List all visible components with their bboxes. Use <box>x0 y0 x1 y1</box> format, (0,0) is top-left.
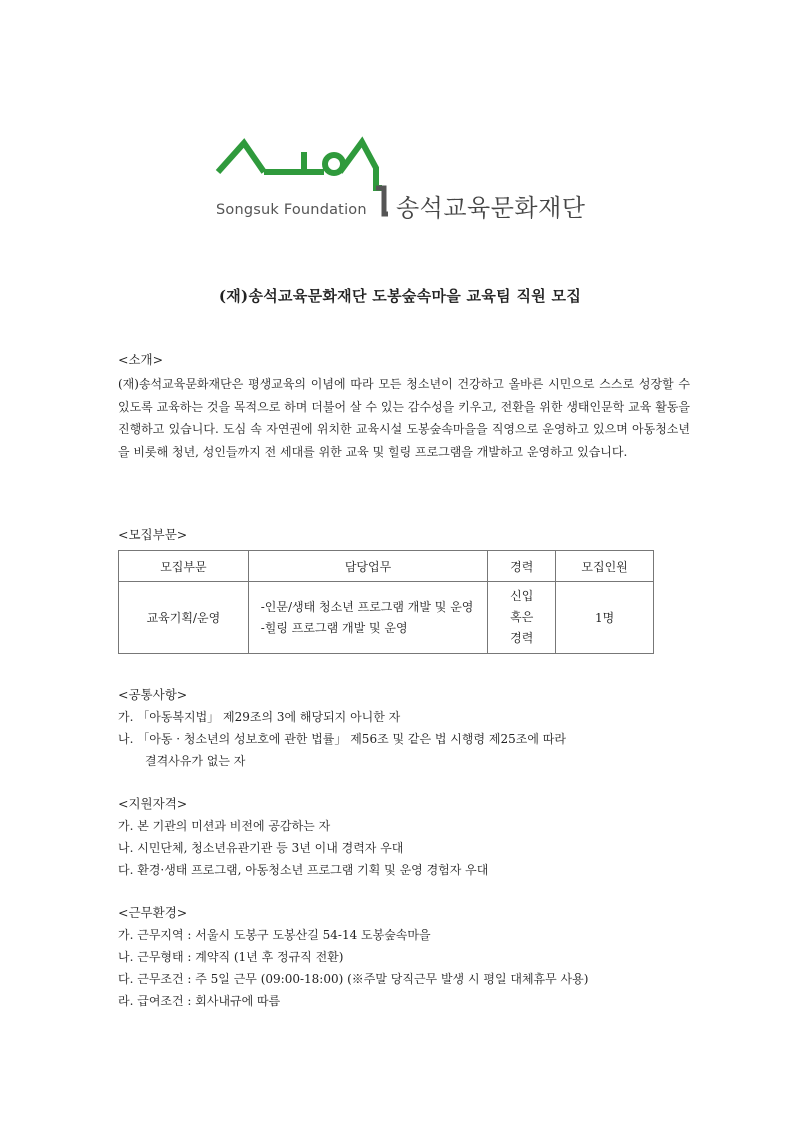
environment-item-3: 다. 근무조건 : 주 5일 근무 (09:00-18:00) (※주말 당직근무 발생 시 평일 대체휴무 사용) <box>118 972 589 986</box>
recruit-table-header-row <box>119 551 654 582</box>
foundation-logo <box>214 130 594 230</box>
recruit-table-row <box>119 582 654 654</box>
logo-korean-name: 송석교육문화재단 <box>396 194 586 222</box>
intro-paragraph: (재)송석교육문화재단은 평생교육의 이념에 따라 모든 청소년이 건강하고 올바른 시민으로 스스로 성장할 수 있도록 교육하는 것을 목적으로 하며 더불어 살 수 있는 감수성을 키우고, 전환을 위한 생태인문학 교육 활동을 진행하고 있습니다. 도심 속 자연권에 위치한 교육시설 도봉숲속마을을 직영으로 운영하고 있으며 아동청소년을 비롯해 청년, 성인들까지 전 세대를 위한 교육 및 힐링 프로그램을 개발하고 운영하고 있습니다. <box>118 377 690 459</box>
common-item-1: 가. 「아동복지법」 제29조의 3에 해당되지 아니한 자 <box>118 710 401 724</box>
common-heading: <공통사항> <box>118 687 188 702</box>
common-item-2-continued: 결격사유가 없는 자 <box>145 754 246 768</box>
environment-item-1: 가. 근무지역 : 서울시 도봉구 도봉산길 54-14 도봉숲속마을 <box>118 928 431 942</box>
qualification-item-2: 나. 시민단체, 청소년유관기관 등 3년 이내 경력자 우대 <box>118 841 404 855</box>
exp-line-1: 신입 <box>510 589 534 603</box>
header-duty: 담당업무 <box>248 551 488 582</box>
logo-english-name: Songsuk Foundation <box>216 202 367 218</box>
recruit-table <box>118 550 654 654</box>
cell-duty <box>248 582 488 654</box>
qualification-heading: <지원자격> <box>118 796 188 811</box>
environment-item-2: 나. 근무형태 : 계약직 (1년 후 정규직 전환) <box>118 950 344 964</box>
cell-department: 교육기획/운영 <box>119 582 249 654</box>
recruit-heading: <모집부문> <box>118 527 188 542</box>
cell-headcount: 1명 <box>556 582 654 654</box>
logo-step-bracket <box>376 188 388 214</box>
header-experience: 경력 <box>488 551 556 582</box>
qualification-item-3: 다. 환경·생태 프로그램, 아동청소년 프로그램 기획 및 운영 경험자 우대 <box>118 863 489 877</box>
environment-heading: <근무환경> <box>118 905 188 920</box>
common-item-2: 나. 「아동 · 청소년의 성보호에 관한 법률」 제56조 및 같은 법 시행령 제25조에 따라 <box>118 732 566 746</box>
page-title: (재)송석교육문화재단 도봉숲속마을 교육팀 직원 모집 <box>218 287 582 305</box>
logo-stroke-s-right <box>340 142 382 188</box>
logo-stroke-s <box>218 143 264 172</box>
qualification-item-1: 가. 본 기관의 미션과 비전에 공감하는 자 <box>118 819 331 833</box>
duty-line-1: -인문/생태 청소년 프로그램 개발 및 운영 <box>260 599 474 614</box>
header-headcount: 모집인원 <box>556 551 654 582</box>
exp-line-2: 혹은 <box>510 610 534 624</box>
intro-heading: <소개> <box>118 352 164 367</box>
header-department: 모집부문 <box>119 551 249 582</box>
duty-line-2: -힐링 프로그램 개발 및 운영 <box>260 620 408 635</box>
environment-item-4: 라. 급여조건 : 회사내규에 따름 <box>118 994 281 1008</box>
exp-line-3: 경력 <box>510 631 534 645</box>
cell-experience <box>488 582 556 654</box>
